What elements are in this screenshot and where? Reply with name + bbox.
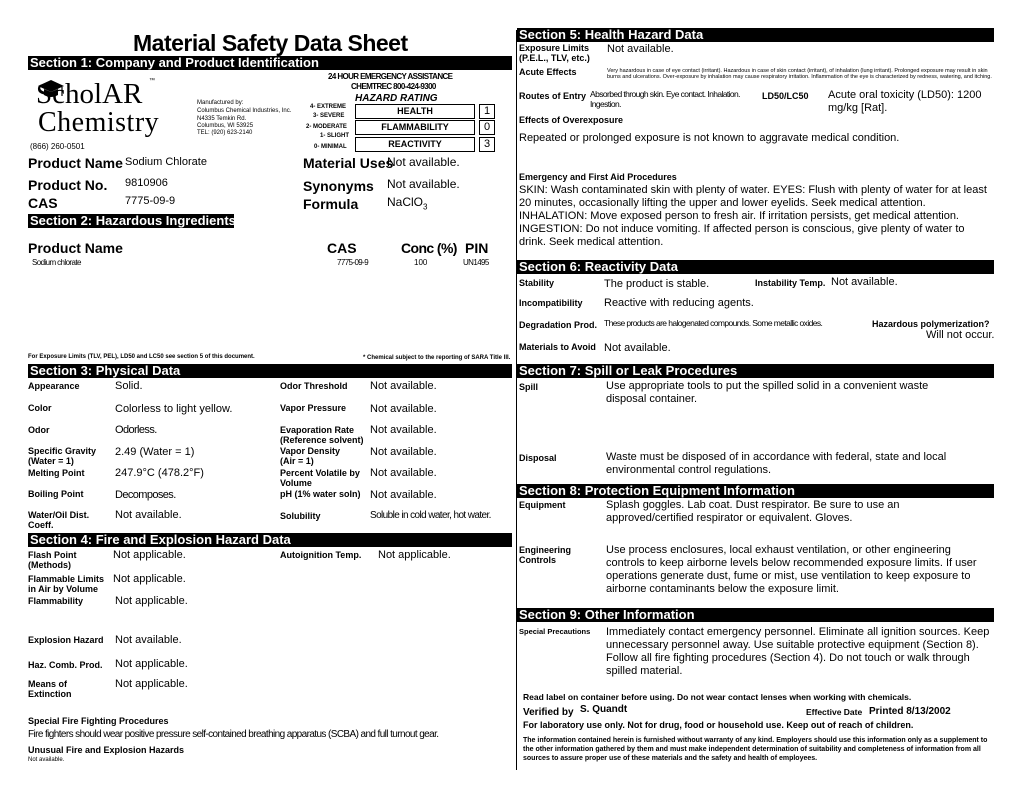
section-6-heading: Section 6: Reactivity Data <box>517 260 994 274</box>
special-precautions-label: Special Precautions <box>519 627 591 636</box>
synonyms-label: Synonyms <box>303 178 374 194</box>
effects-of-overexposure-value: Repeated or prolonged exposure is not known to aggravate medical condition. <box>519 132 900 144</box>
product-no-label: Product No. <box>28 177 108 193</box>
stability-label: Stability <box>519 278 555 288</box>
reactivity-value: 3 <box>479 137 495 152</box>
product-no-value: 9810906 <box>125 177 168 189</box>
disclaimer: The information contained herein is furnished without warranty of any kind. Employers should use this information only as a supplement to the other information gathered by them and must make independent determination of suitability and completeness of information from all sources to assure proper use of these materials and the safety and health of employees. <box>523 737 988 762</box>
ingredient-conc: 100 <box>414 258 428 267</box>
solubility-label: Solubility <box>280 511 321 521</box>
vapor-pressure-value: Not available. <box>370 403 437 415</box>
verified-by-value: S. Quandt <box>580 704 628 715</box>
flammability-label: FLAMMABILITY <box>355 120 475 135</box>
flammability-value: 0 <box>479 120 495 135</box>
company-logo <box>28 76 198 146</box>
scale-1: 1- SLIGHT <box>320 133 350 139</box>
ingredients-col-name: Product Name <box>28 240 123 256</box>
cas-label: CAS <box>28 195 58 211</box>
odor-threshold-value: Not available. <box>370 380 437 392</box>
special-fire-fighting-value: Fire fighters should wear positive pressure self-contained breathing apparatus (SCBA) and full turnout gear. <box>28 729 439 740</box>
hazard-rating-title: HAZARD RATING <box>355 93 438 104</box>
cas-value: 7775-09-9 <box>125 195 176 207</box>
degradation-label: Degradation Prod. <box>519 320 598 330</box>
autoignition-value: Not applicable. <box>378 549 451 561</box>
printed-date: Printed 8/13/2002 <box>869 706 951 717</box>
reactivity-label: REACTIVITY <box>355 137 475 152</box>
flammability-label-s4: Flammability <box>28 596 84 606</box>
materials-to-avoid-value: Not available. <box>604 342 671 354</box>
health-label: HEALTH <box>355 104 475 119</box>
exposure-limits-note: For Exposure Limits (TLV, PEL), LD50 and LC50 see section 5 of this document. <box>28 354 255 360</box>
routes-of-entry-label: Routes of Entry <box>519 91 587 101</box>
specific-gravity-label: Specific Gravity (Water = 1) <box>28 446 97 466</box>
evaporation-rate-value: Not available. <box>370 424 437 436</box>
flammability-value-s4: Not applicable. <box>115 595 188 607</box>
material-uses-label: Material Uses <box>303 155 394 171</box>
engineering-controls-label: Engineering Controls <box>519 545 572 565</box>
flammable-limits-value: Not applicable. <box>113 573 186 585</box>
effects-of-overexposure-label: Effects of Overexposure <box>519 115 624 125</box>
section-3-heading: Section 3: Physical Data <box>28 364 512 378</box>
verified-by-label: Verified by <box>523 707 574 718</box>
emergency-assistance: 24 HOUR EMERGENCY ASSISTANCE <box>328 72 453 81</box>
percent-volatile-label: Percent Volatile by Volume <box>280 468 360 488</box>
routes-of-entry-value: Absorbed through skin. Eye contact. Inhalation. Ingestion. <box>590 89 740 109</box>
odor-label: Odor <box>28 425 50 435</box>
acute-effects-value: Very hazardous in case of eye contact (irritant). Hazardous in case of skin contact (irritant), of inhalation (lung irritant). Prolonged exposure may result in skin burns and ulcerations. Over-exposure by inhalation may cause respiratory irritation. Inflammation of the eye is characterized by redness, watering, and itching. <box>607 68 992 80</box>
specific-gravity-value: 2.49 (Water = 1) <box>115 446 195 458</box>
degradation-value: These products are halogenated compounds. Some metallic oxides. <box>604 318 823 328</box>
color-label: Color <box>28 403 52 413</box>
product-name-label: Product Name <box>28 155 123 171</box>
ld50-value: Acute oral toxicity (LD50): 1200 mg/kg [Rat]. <box>828 89 982 114</box>
first-aid-value: SKIN: Wash contaminated skin with plenty of water. EYES: Flush with plenty of water for at least 20 minutes, occasionally lifting the upper and lower eyelids. Seek medical attention. INHALATION: Move exposed person to fresh air. If irritation persists, get medical attention. INGESTION: Do not induce vomiting. If affected person is conscious, give plenty of water to drink. Seek medical attention. <box>519 184 987 248</box>
company-phone: (866) 260-0501 <box>30 142 85 151</box>
exposure-limits-label: Exposure Limits (P.E.L., TLV, etc.) <box>519 43 590 63</box>
hazardous-polymerization-value: Will not occur. <box>926 329 995 341</box>
engineering-controls-value: Use process enclosures, local exhaust ventilation, or other engineering controls to keep airborne levels below recommended exposure limits. If user operations generate dust, fume or mist, use ventilation to keep exposure to airborne contaminants below the exposure limit. <box>606 544 977 595</box>
color-value: Colorless to light yellow. <box>115 403 233 415</box>
water-oil-value: Not available. <box>115 509 182 521</box>
scale-2: 2- MODERATE <box>306 124 347 130</box>
haz-comb-prod-value: Not applicable. <box>115 658 188 670</box>
section-7-heading: Section 7: Spill or Leak Procedures <box>517 364 994 378</box>
solubility-value: Soluble in cold water, hot water. <box>370 510 491 521</box>
formula-subscript: 3 <box>423 202 428 212</box>
vapor-pressure-label: Vapor Pressure <box>280 403 347 413</box>
appearance-label: Appearance <box>28 381 80 391</box>
incompatibility-label: Incompatibility <box>519 298 583 308</box>
ingredient-name: Sodium chlorate <box>32 258 81 267</box>
ingredient-cas: 7775-09-9 <box>337 258 369 267</box>
manufacturer-line-3: N4335 Temkin Rd. <box>197 116 247 122</box>
stability-value: The product is stable. <box>604 278 710 290</box>
read-label-note: Read label on container before using. Do not wear contact lenses when working with chemicals. <box>523 692 912 702</box>
odor-value: Odorless. <box>115 424 157 436</box>
sara-note: * Chemical subject to the reporting of SARA Title III. <box>363 355 511 361</box>
document-title: Material Safety Data Sheet <box>133 30 408 56</box>
vapor-density-value: Not available. <box>370 446 437 458</box>
explosion-hazard-value: Not available. <box>115 634 182 646</box>
section-4-heading: Section 4: Fire and Explosion Hazard Data <box>28 533 512 547</box>
manufacturer-line-4: Columbus, WI 53925 <box>197 123 254 129</box>
ph-label: pH (1% water soln) <box>280 489 361 499</box>
product-name-value: Sodium Chlorate <box>125 156 207 168</box>
spill-label: Spill <box>519 382 539 392</box>
section-5-heading: Section 5: Health Hazard Data <box>517 28 994 42</box>
section-1-heading: Section 1: Company and Product Identification <box>28 56 512 70</box>
manufacturer-line-2: Columbus Chemical Industries, Inc. <box>197 108 292 114</box>
formula-main: NaClO <box>387 195 424 209</box>
flash-point-label: Flash Point (Methods) <box>28 550 77 570</box>
means-of-extinction-label: Means of Extinction <box>28 679 72 699</box>
section-2-heading: Section 2: Hazardous Ingredients <box>30 213 236 228</box>
autoignition-label: Autoignition Temp. <box>280 550 362 560</box>
appearance-value: Solid. <box>115 380 143 392</box>
logo-word-bottom: Chemistry <box>38 107 160 138</box>
acute-effects-label: Acute Effects <box>519 67 577 77</box>
water-oil-label: Water/Oil Dist. Coeff. <box>28 510 90 530</box>
formula-label: Formula <box>303 196 359 212</box>
ld50-label: LD50/LC50 <box>762 91 809 101</box>
equipment-label: Equipment <box>519 500 566 510</box>
boiling-point-label: Boiling Point <box>28 489 84 499</box>
evaporation-rate-label: Evaporation Rate (Reference solvent) <box>280 425 364 445</box>
means-of-extinction-value: Not applicable. <box>115 678 188 690</box>
synonyms-value: Not available. <box>387 177 460 191</box>
ingredients-col-conc: Conc (%) <box>401 240 457 256</box>
hazardous-polymerization-label: Hazardous polymerization? <box>872 319 990 329</box>
percent-volatile-value: Not available. <box>370 467 437 479</box>
flammable-limits-label: Flammable Limits in Air by Volume <box>28 574 105 594</box>
flash-point-value: Not applicable. <box>113 549 186 561</box>
section-8-heading: Section 8: Protection Equipment Information <box>517 484 994 498</box>
ph-value: Not available. <box>370 489 437 501</box>
boiling-point-value: Decomposes. <box>115 489 176 501</box>
manufacturer-line-1: Manufactured by: <box>197 100 244 106</box>
effective-date-label: Effective Date <box>806 707 863 717</box>
special-precautions-value: Immediately contact emergency personnel. Eliminate all ignition sources. Keep unnecessary personnel away. Use suitable protective equipment (Section 8). Follow all fire fighting procedures (Section 4). Do not touch or walk through spilled material. <box>606 626 990 677</box>
ingredient-pin: UN1495 <box>463 258 489 267</box>
lab-use-note: For laboratory use only. Not for drug, food or household use. Keep out of reach of children. <box>523 720 914 730</box>
health-value: 1 <box>479 104 495 119</box>
melting-point-value: 247.9°C (478.2°F) <box>115 467 204 479</box>
unusual-hazards-label: Unusual Fire and Explosion Hazards <box>28 745 185 755</box>
chemtrec-phone: CHEMTREC 800-424-9300 <box>351 82 436 91</box>
incompatibility-value: Reactive with reducing agents. <box>604 297 754 309</box>
disposal-label: Disposal <box>519 453 557 463</box>
first-aid-label: Emergency and First Aid Procedures <box>519 172 677 182</box>
instability-temp-value: Not available. <box>831 276 898 288</box>
section-9-heading: Section 9: Other Information <box>517 608 994 622</box>
disposal-value: Waste must be disposed of in accordance with federal, state and local environmental control regulations. <box>606 451 947 476</box>
equipment-value: Splash goggles. Lab coat. Dust respirator. Be sure to use an approved/certified respirator or equivalent. Gloves. <box>606 499 900 524</box>
formula-value <box>387 196 427 213</box>
haz-comb-prod-label: Haz. Comb. Prod. <box>28 660 103 670</box>
scale-3: 3- SEVERE <box>313 113 345 119</box>
scale-4: 4- EXTREME <box>310 104 347 110</box>
material-uses-value: Not available. <box>387 155 460 169</box>
column-divider <box>516 30 517 770</box>
spill-value: Use appropriate tools to put the spilled solid in a convenient waste disposal container. <box>606 380 929 405</box>
explosion-hazard-label: Explosion Hazard <box>28 635 104 645</box>
melting-point-label: Melting Point <box>28 468 85 478</box>
materials-to-avoid-label: Materials to Avoid <box>519 342 596 352</box>
exposure-limits-value: Not available. <box>607 43 674 55</box>
logo-trademark: ™ <box>149 78 155 84</box>
vapor-density-label: Vapor Density (Air = 1) <box>280 446 341 466</box>
manufacturer-line-5: TEL: (920) 623-2140 <box>197 130 253 136</box>
instability-temp-label: Instability Temp. <box>755 278 826 288</box>
special-fire-fighting-label: Special Fire Fighting Procedures <box>28 716 169 726</box>
ingredients-col-cas: CAS <box>327 240 357 256</box>
odor-threshold-label: Odor Threshold <box>280 381 348 391</box>
unusual-hazards-value: Not available. <box>28 757 65 763</box>
logo-word-top: ScholAR <box>36 78 143 110</box>
ingredients-col-pin: PIN <box>465 240 489 256</box>
scale-0: 0- MINIMAL <box>314 144 347 150</box>
